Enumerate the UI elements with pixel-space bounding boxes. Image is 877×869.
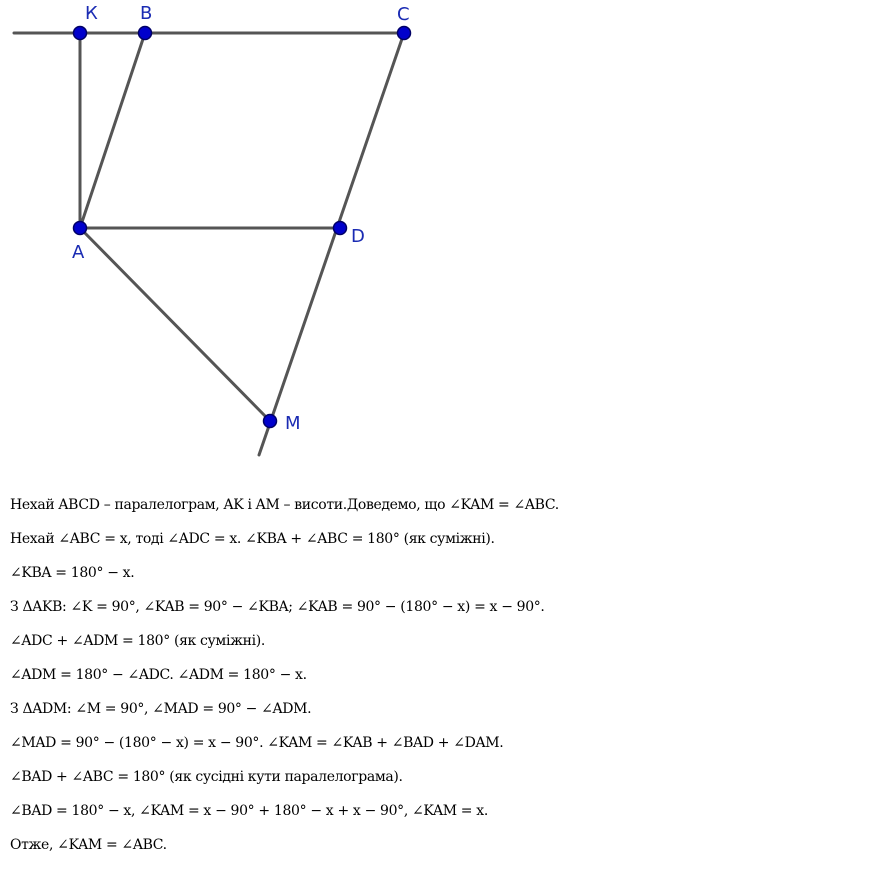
proof-line: Нехай ABCD – паралелограм, AK і AM – висоти.Доведемо, що ∠KAM = ∠ABC. (10, 497, 559, 513)
point-b (139, 27, 152, 40)
label-c: C (397, 4, 410, 25)
point-d (334, 222, 347, 235)
proof-line: З ΔADM: ∠M = 90°, ∠MAD = 90° − ∠ADM. (10, 701, 312, 717)
proof-line: ∠KBA = 180° − x. (10, 565, 135, 581)
point-k (74, 27, 87, 40)
label-k: К (85, 3, 98, 24)
proof-line: ∠ADM = 180° − ∠ADC. ∠ADM = 180° − x. (10, 667, 307, 683)
line-through-c-d-m (259, 33, 404, 455)
segment-ab (80, 33, 145, 228)
point-m (264, 415, 277, 428)
label-b: B (140, 3, 153, 24)
segment-am (80, 228, 270, 421)
label-m: M (285, 413, 301, 434)
label-a: A (72, 242, 85, 263)
proof-line: Отже, ∠KAM = ∠ABC. (10, 837, 167, 853)
point-c (398, 27, 411, 40)
proof-line: ∠BAD + ∠ABC = 180° (як сусідні кути паралелограма). (10, 769, 403, 785)
proof-line: ∠MAD = 90° − (180° − x) = x − 90°. ∠KAM = ∠KAB + ∠BAD + ∠DAM. (10, 735, 504, 751)
label-d: D (351, 226, 365, 247)
proof-line: Нехай ∠ABC = x, тоді ∠ADC = x. ∠KBA + ∠ABC = 180° (як суміжні). (10, 531, 495, 547)
proof-line: З ΔAKB: ∠K = 90°, ∠KAB = 90° − ∠KBA; ∠KAB = 90° − (180° − x) = x − 90°. (10, 599, 545, 615)
proof-text (10, 488, 870, 862)
point-a (74, 222, 87, 235)
proof-line: ∠ADC + ∠ADM = 180° (як суміжні). (10, 633, 265, 649)
proof-line: ∠BAD = 180° − x, ∠KAM = x − 90° + 180° − x + x − 90°, ∠KAM = x. (10, 803, 488, 819)
